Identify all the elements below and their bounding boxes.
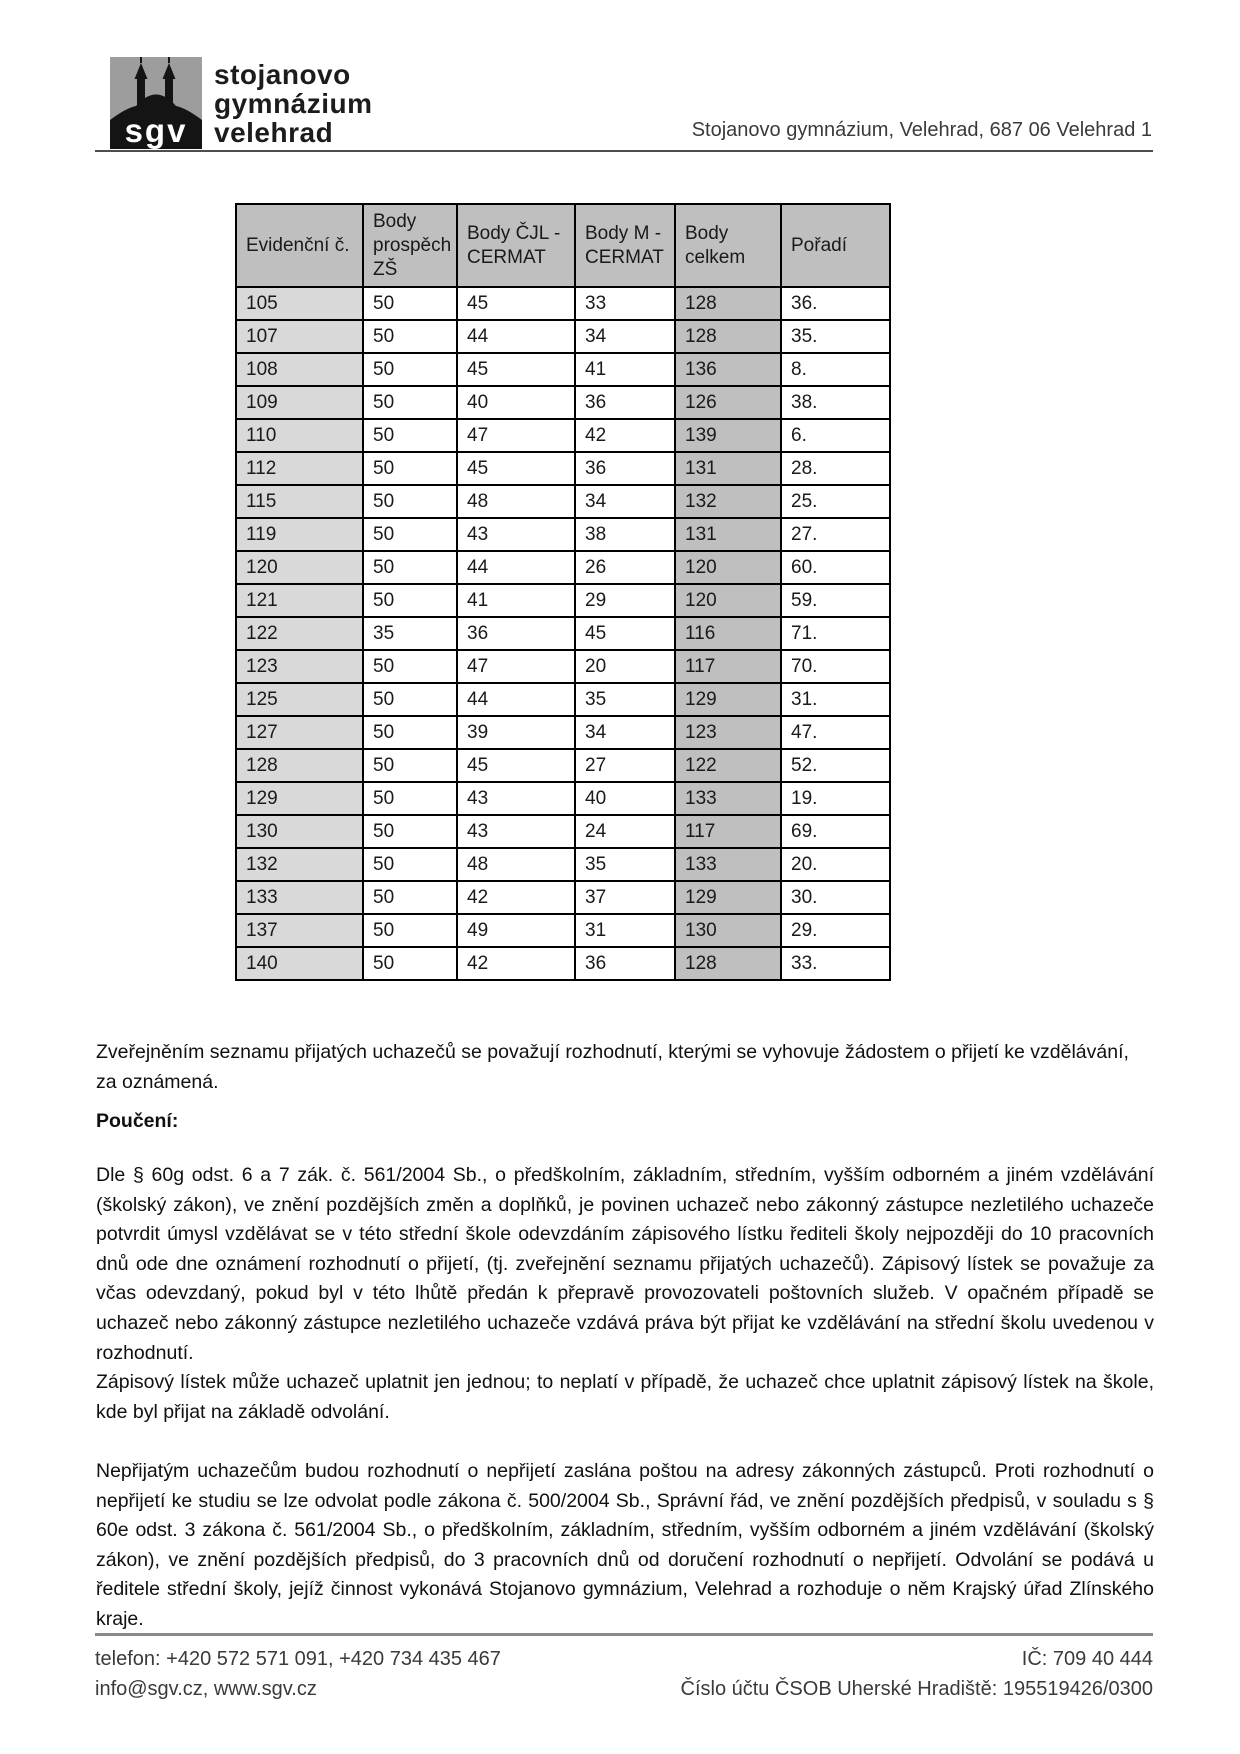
table-cell: 49: [457, 914, 575, 947]
table-cell: 133: [236, 881, 363, 914]
table-cell: 30.: [781, 881, 890, 914]
table-cell: 52.: [781, 749, 890, 782]
table-cell: 50: [363, 881, 457, 914]
table-cell: 123: [236, 650, 363, 683]
table-cell: 25.: [781, 485, 890, 518]
table-cell: 36: [457, 617, 575, 650]
table-row: [236, 650, 890, 683]
table-cell: 41: [457, 584, 575, 617]
column-header-celkem: Body celkem: [675, 204, 781, 287]
table-cell: 132: [675, 485, 781, 518]
table-cell: 50: [363, 320, 457, 353]
table-cell: 50: [363, 716, 457, 749]
table-cell: 34: [575, 716, 675, 749]
table-cell: 36.: [781, 287, 890, 320]
table-cell: 129: [675, 683, 781, 716]
table-cell: 43: [457, 782, 575, 815]
table-cell: 44: [457, 551, 575, 584]
column-header-matematika: Body M - CERMAT: [575, 204, 675, 287]
table-cell: 120: [236, 551, 363, 584]
table-cell: 29.: [781, 914, 890, 947]
table-cell: 42: [457, 881, 575, 914]
table-row: [236, 386, 890, 419]
table-cell: 50: [363, 518, 457, 551]
table-cell: 108: [236, 353, 363, 386]
table-cell: 50: [363, 947, 457, 980]
table-cell: 47: [457, 650, 575, 683]
table-cell: 71.: [781, 617, 890, 650]
table-cell: 36: [575, 386, 675, 419]
instruction-paragraph-1: Dle § 60g odst. 6 a 7 zák. č. 561/2004 Sb., o předškolním, základním, středním, vyšším odborném a jiném vzdělávání (školský zákon), ve znění pozdějších změn a doplňků, je povinen uchazeč nebo zákonný zástupce nezletilého uchazeče potvrdit úmysl vzdělávat se v této střední škole odevzdáním zápisového lístku řediteli školy nejpozději do 10 pracovních dnů ode dne oznámení rozhodnutí o přijetí, (tj. zveřejnění seznamu přijatých uchazečů). Zápisový lístek se považuje za včas odevzdaný, pokud byl v této lhůtě předán k přepravě provozovateli poštovních služeb. V opačném případě se uchazeč nebo zákonný zástupce nezletilého uchazeče vzdává práva být přijat ke vzdělávání na střední školu uvedenou v rozhodnutí.: [96, 1164, 1154, 1364]
table-row: [236, 320, 890, 353]
table-cell: 109: [236, 386, 363, 419]
table-cell: 117: [675, 650, 781, 683]
table-cell: 123: [675, 716, 781, 749]
table-cell: 50: [363, 683, 457, 716]
table-cell: 120: [675, 584, 781, 617]
sgv-basilica-logo-icon: [110, 57, 202, 149]
table-row: [236, 485, 890, 518]
table-cell: 19.: [781, 782, 890, 815]
table-cell: 59.: [781, 584, 890, 617]
table-row: [236, 914, 890, 947]
table-cell: 35.: [781, 320, 890, 353]
table-cell: 35: [575, 848, 675, 881]
instructions-block: [96, 1161, 1154, 1635]
table-cell: 139: [675, 419, 781, 452]
table-cell: 50: [363, 551, 457, 584]
table-cell: 117: [675, 815, 781, 848]
logo-wordmark: [214, 57, 373, 147]
table-row: [236, 353, 890, 386]
pouceni-heading: Poučení:: [96, 1110, 179, 1132]
table-cell: 44: [457, 320, 575, 353]
table-cell: 128: [675, 947, 781, 980]
table-row: [236, 287, 890, 320]
table-cell: 122: [236, 617, 363, 650]
school-logo: [110, 57, 373, 149]
table-row: [236, 881, 890, 914]
table-cell: 27: [575, 749, 675, 782]
table-cell: 36: [575, 452, 675, 485]
table-cell: 140: [236, 947, 363, 980]
header-divider: [95, 150, 1153, 152]
table-cell: 50: [363, 452, 457, 485]
table-cell: 47.: [781, 716, 890, 749]
table-cell: 121: [236, 584, 363, 617]
table-cell: 50: [363, 287, 457, 320]
table-cell: 50: [363, 749, 457, 782]
table-row: [236, 551, 890, 584]
table-cell: 29: [575, 584, 675, 617]
table-row: [236, 518, 890, 551]
table-cell: 26: [575, 551, 675, 584]
table-cell: 50: [363, 782, 457, 815]
table-cell: 105: [236, 287, 363, 320]
table-cell: 20.: [781, 848, 890, 881]
table-cell: 8.: [781, 353, 890, 386]
logo-line-1: stojanovo: [214, 59, 351, 90]
table-row: [236, 815, 890, 848]
footer-email-web: info@sgv.cz, www.sgv.cz: [95, 1678, 317, 1700]
table-cell: 133: [675, 782, 781, 815]
header-address: Stojanovo gymnázium, Velehrad, 687 06 Velehrad 1: [691, 119, 1152, 141]
table-cell: 33.: [781, 947, 890, 980]
table-cell: 128: [236, 749, 363, 782]
column-header-cjl: Body ČJL - CERMAT: [457, 204, 575, 287]
table-cell: 130: [236, 815, 363, 848]
table-row: [236, 782, 890, 815]
announcement-paragraph: Zveřejněním seznamu přijatých uchazečů se považují rozhodnutí, kterými se vyhovuje žádostem o přijetí ke vzdělávání, za oznámená.: [96, 1041, 1129, 1093]
table-row: [236, 617, 890, 650]
table-row: [236, 452, 890, 485]
table-cell: 45: [575, 617, 675, 650]
table-cell: 126: [675, 386, 781, 419]
table-cell: 44: [457, 683, 575, 716]
table-cell: 20: [575, 650, 675, 683]
table-cell: 42: [575, 419, 675, 452]
table-cell: 50: [363, 353, 457, 386]
table-cell: 39: [457, 716, 575, 749]
table-cell: 38: [575, 518, 675, 551]
column-header-evidencni: Evidenční č.: [236, 204, 363, 287]
table-cell: 112: [236, 452, 363, 485]
table-cell: 34: [575, 485, 675, 518]
table-cell: 6.: [781, 419, 890, 452]
logo-line-3: velehrad: [214, 117, 334, 148]
table-cell: 129: [675, 881, 781, 914]
table-cell: 34: [575, 320, 675, 353]
table-cell: 50: [363, 914, 457, 947]
column-header-prospech: Body prospěch ZŠ: [363, 204, 457, 287]
table-cell: 60.: [781, 551, 890, 584]
table-cell: 31.: [781, 683, 890, 716]
footer-row-2: [95, 1674, 1153, 1704]
table-cell: 116: [675, 617, 781, 650]
admission-results-table: [235, 203, 891, 981]
table-cell: 47: [457, 419, 575, 452]
table-cell: 107: [236, 320, 363, 353]
table-header: [236, 204, 890, 287]
footer-phone: telefon: +420 572 571 091, +420 734 435 467: [95, 1648, 501, 1670]
table-cell: 24: [575, 815, 675, 848]
column-header-poradi: Pořadí: [781, 204, 890, 287]
table-row: [236, 584, 890, 617]
table-cell: 122: [675, 749, 781, 782]
table-cell: 136: [675, 353, 781, 386]
table-cell: 128: [675, 320, 781, 353]
instruction-paragraph-2: Zápisový lístek může uchazeč uplatnit jen jednou; to neplatí v případě, že uchazeč chce uplatnit zápisový lístek na škole, kde byl přijat na základě odvolání.: [96, 1371, 1154, 1423]
footer-divider: [95, 1633, 1153, 1636]
table-cell: 38.: [781, 386, 890, 419]
table-cell: 41: [575, 353, 675, 386]
table-cell: 137: [236, 914, 363, 947]
table-cell: 35: [363, 617, 457, 650]
footer-account: Číslo účtu ČSOB Uherské Hradiště: 195519426/0300: [680, 1678, 1153, 1700]
table-cell: 50: [363, 815, 457, 848]
table-cell: 36: [575, 947, 675, 980]
table-cell: 45: [457, 452, 575, 485]
table-cell: 119: [236, 518, 363, 551]
table-cell: 50: [363, 848, 457, 881]
table-cell: 130: [675, 914, 781, 947]
table-cell: 50: [363, 584, 457, 617]
table-cell: 115: [236, 485, 363, 518]
footer: [95, 1644, 1153, 1704]
footer-ic: IČ: 709 40 444: [1021, 1648, 1153, 1670]
table-cell: 45: [457, 287, 575, 320]
table-cell: 48: [457, 848, 575, 881]
table-cell: 69.: [781, 815, 890, 848]
table-cell: 45: [457, 353, 575, 386]
table-cell: 132: [236, 848, 363, 881]
table-cell: 50: [363, 419, 457, 452]
table-cell: 40: [457, 386, 575, 419]
table-cell: 33: [575, 287, 675, 320]
table-row: [236, 419, 890, 452]
table-cell: 27.: [781, 518, 890, 551]
table-row: [236, 683, 890, 716]
table-row: [236, 749, 890, 782]
table-cell: 127: [236, 716, 363, 749]
table-cell: 131: [675, 452, 781, 485]
table-cell: 31: [575, 914, 675, 947]
table-row: [236, 716, 890, 749]
table-body: [236, 287, 890, 980]
table-cell: 40: [575, 782, 675, 815]
table-cell: 48: [457, 485, 575, 518]
table-cell: 125: [236, 683, 363, 716]
instruction-paragraph-3: Nepřijatým uchazečům budou rozhodnutí o nepřijetí zaslána poštou na adresy zákonných zástupců. Proti rozhodnutí o nepřijetí ke studiu se lze odvolat podle zákona č. 500/2004 Sb., Správní řád, ve znění pozdějších předpisů, v souladu s § 60e odst. 3 zákona č. 561/2004 Sb., o předškolním, základním, středním, vyšším odborném a jiném vzdělávání (školský zákon), ve znění pozdějších předpisů, do 3 pracovních dnů od doručení rozhodnutí o nepřijetí. Odvolání se podává u ředitele střední školy, jejíž činnost vykonává Stojanovo gymnázium, Velehrad a rozhoduje o něm Krajský úřad Zlínského kraje.: [96, 1459, 1154, 1630]
table-cell: 129: [236, 782, 363, 815]
table-cell: 45: [457, 749, 575, 782]
table-cell: 43: [457, 518, 575, 551]
table-cell: 28.: [781, 452, 890, 485]
logo-abbreviation: sgv: [124, 112, 188, 149]
table-row: [236, 947, 890, 980]
table-cell: 110: [236, 419, 363, 452]
logo-line-2: gymnázium: [214, 88, 373, 119]
footer-row-1: [95, 1644, 1153, 1674]
table-row: [236, 848, 890, 881]
table-cell: 35: [575, 683, 675, 716]
table-cell: 131: [675, 518, 781, 551]
table-cell: 50: [363, 386, 457, 419]
table-cell: 42: [457, 947, 575, 980]
table-cell: 128: [675, 287, 781, 320]
table-cell: 43: [457, 815, 575, 848]
table-cell: 70.: [781, 650, 890, 683]
table-cell: 37: [575, 881, 675, 914]
table-cell: 50: [363, 485, 457, 518]
table-cell: 120: [675, 551, 781, 584]
table-cell: 133: [675, 848, 781, 881]
table-header-row: [236, 204, 890, 287]
table-cell: 50: [363, 650, 457, 683]
